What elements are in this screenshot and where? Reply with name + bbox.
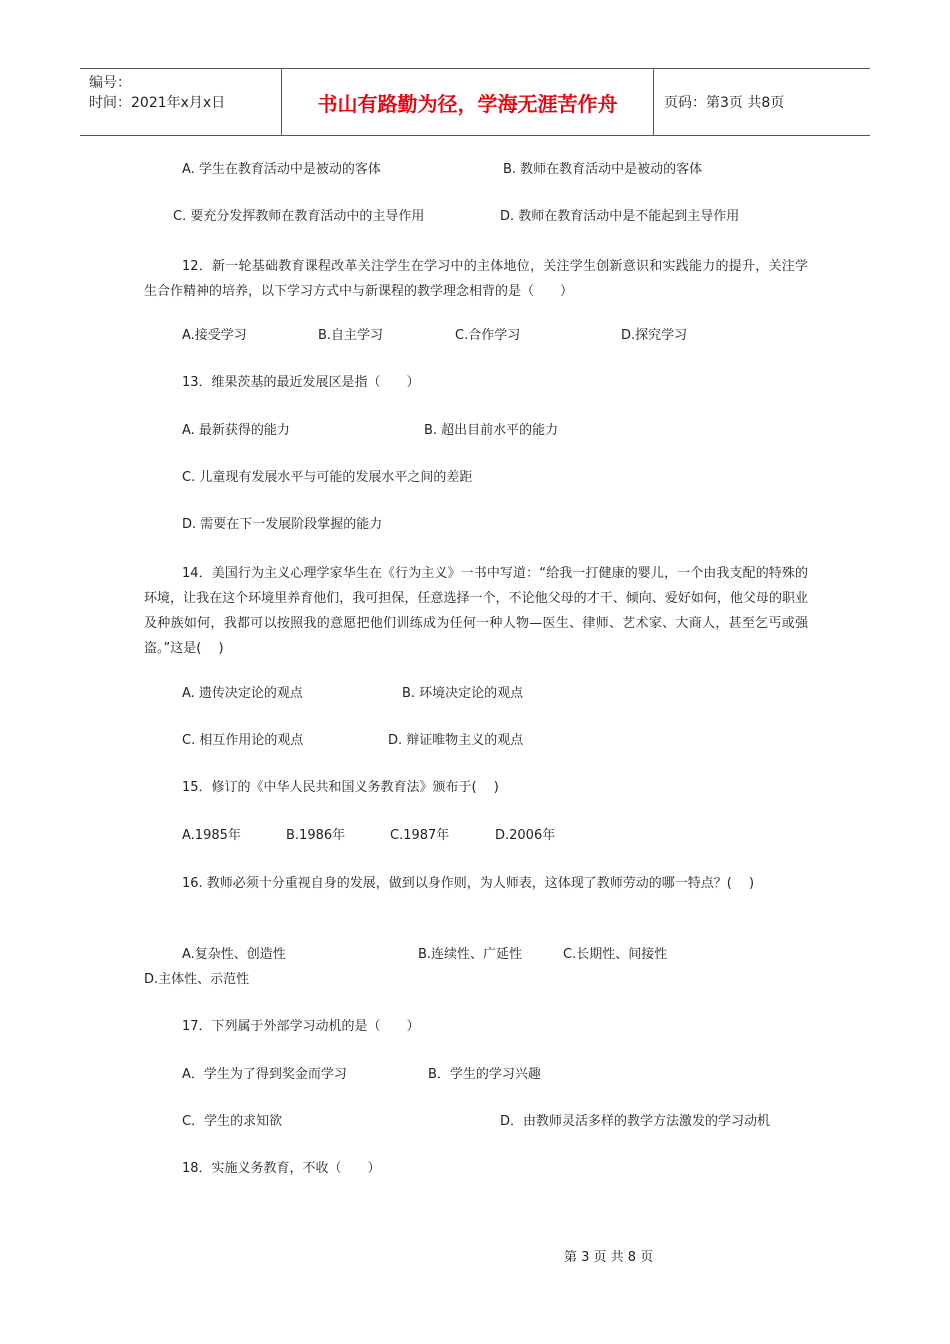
q13-stem: 13．维果茨基的最近发展区是指（ ） [182, 375, 420, 390]
q17-option-a: A．学生为了得到奖金而学习 [182, 1067, 347, 1082]
page-header [80, 68, 870, 136]
code-label: 编号： [89, 75, 131, 91]
q13-option-b: B. 超出目前水平的能力 [424, 423, 559, 438]
q13-option-d: D. 需要在下一发展阶段掌握的能力 [182, 517, 383, 532]
q11-option-c: C. 要充分发挥教师在教育活动中的主导作用 [173, 209, 425, 224]
q14-option-d: D. 辩证唯物主义的观点 [388, 733, 524, 748]
q12-option-d: D.探究学习 [621, 328, 688, 343]
q15-stem: 15．修订的《中华人民共和国义务教育法》颁布于( ) [182, 780, 499, 795]
q16-stem: 16. 教师必须十分重视自身的发展，做到以身作则，为人师表，这体现了教师劳动的哪一特点？( ) [182, 876, 755, 891]
q14-option-a: A. 遗传决定论的观点 [182, 686, 303, 701]
q17-option-b: B．学生的学习兴趣 [428, 1067, 541, 1082]
q14-option-b: B. 环境决定论的观点 [402, 686, 524, 701]
q11-option-a: A. 学生在教育活动中是被动的客体 [182, 162, 381, 177]
q15-option-b: B.1986年 [286, 828, 346, 843]
q12-option-c: C.合作学习 [455, 328, 521, 343]
q12-option-b: B.自主学习 [318, 328, 384, 343]
q11-option-b: B. 教师在教育活动中是被动的客体 [503, 162, 703, 177]
page-footer: 第 3 页 共 8 页 [564, 1250, 654, 1265]
q18-stem: 18．实施义务教育，不收（ ） [182, 1161, 381, 1176]
q13-option-a: A. 最新获得的能力 [182, 423, 290, 438]
q14-option-c: C. 相互作用论的观点 [182, 733, 304, 748]
q11-option-d: D. 教师在教育活动中是不能起到主导作用 [500, 209, 740, 224]
q15-option-a: A.1985年 [182, 828, 241, 843]
q16-option-d: D.主体性、示范性 [144, 972, 250, 987]
q17-stem: 17．下列属于外部学习动机的是（ ） [182, 1019, 420, 1034]
header-page-info: 页码：第3页 共8页 [664, 95, 785, 111]
q13-option-c: C. 儿童现有发展水平与可能的发展水平之间的差距 [182, 470, 473, 485]
q14-stem: 14．美国行为主义心理学家华生在《行为主义》一书中写道：“给我一打健康的婴儿，一个由我支配的特殊的环境，让我在这个环境里养育他们，我可担保，任意选择一个，不论他父母的才干、倾向、爱好如何，他父母的职业及种族如何，我都可以按照我的意愿把他们训练成为任何一种人物—医生、律师、艺术家、大商人，甚至乞丐或强盗。”这是( ) [144, 566, 808, 656]
q16-option-a: A.复杂性、创造性 [182, 947, 286, 962]
q15-option-d: D.2006年 [495, 828, 556, 843]
q16-option-c: C.长期性、间接性 [563, 947, 668, 962]
time-label: 时间：2021年x月x日 [89, 95, 226, 111]
q12-stem: 12．新一轮基础教育课程改革关注学生在学习中的主体地位，关注学生创新意识和实践能力的提升，关注学生合作精神的培养，以下学习方式中与新课程的教学理念相背的是（ ） [144, 259, 808, 299]
header-motto: 书山有路勤为径，学海无涯苦作舟 [281, 69, 654, 135]
q15-option-c: C.1987年 [390, 828, 450, 843]
q16-option-b: B.连续性、广延性 [418, 947, 523, 962]
header-meta [80, 69, 281, 135]
q12-option-a: A.接受学习 [182, 328, 247, 343]
q17-option-c: C．学生的求知欲 [182, 1114, 283, 1129]
q17-option-d: D．由教师灵活多样的教学方法激发的学习动机 [500, 1114, 771, 1129]
